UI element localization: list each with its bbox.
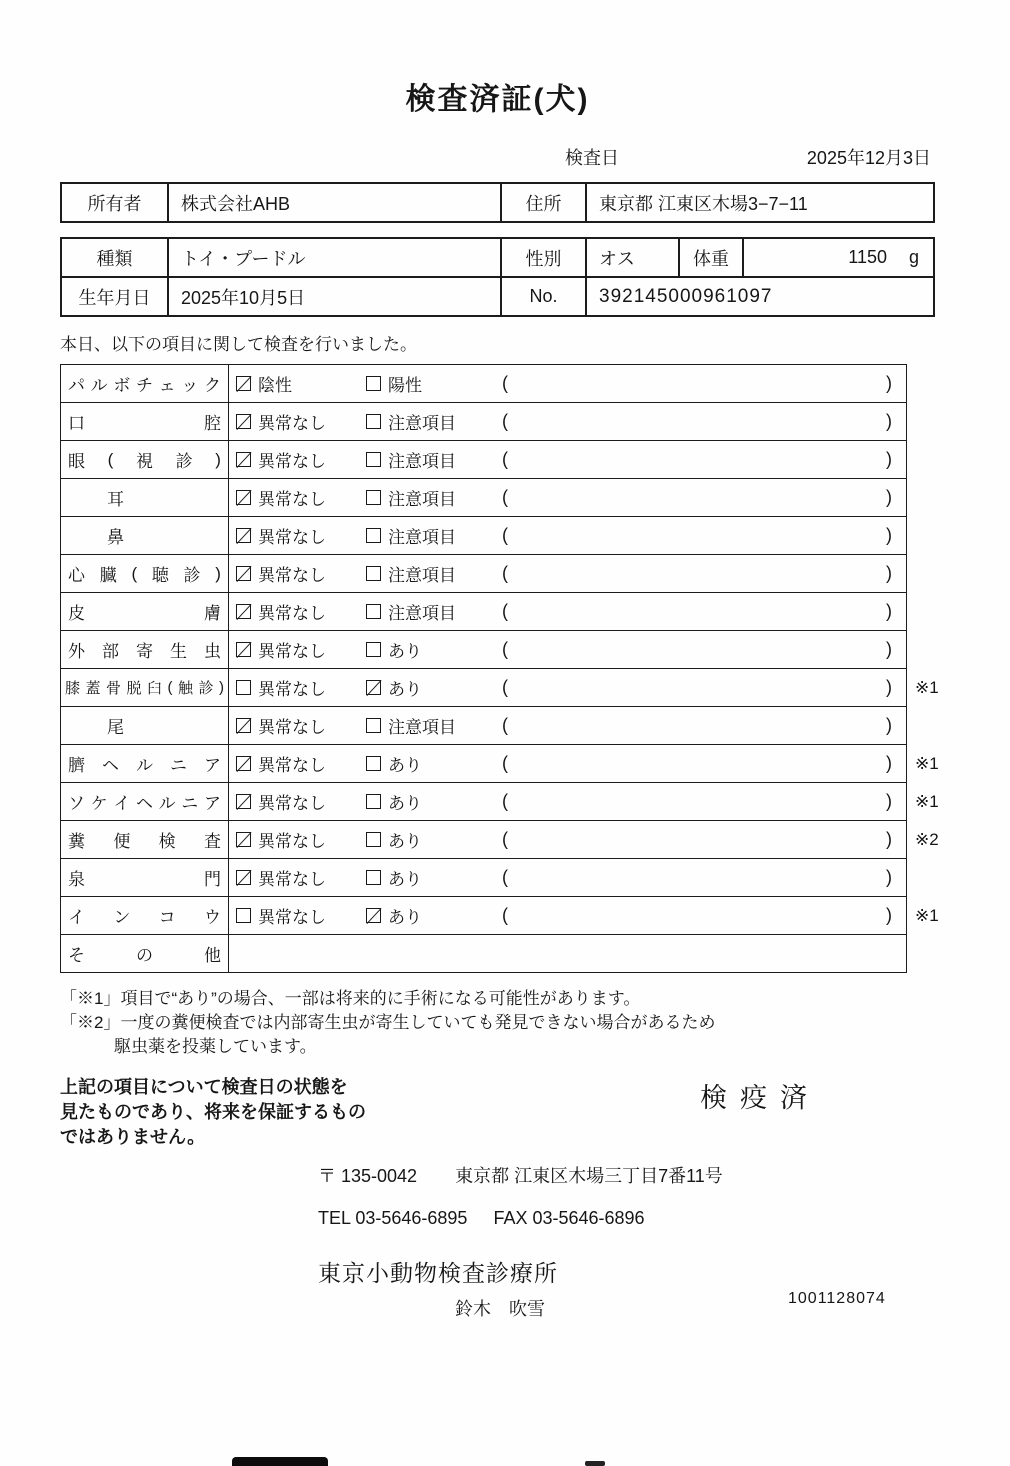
remarks-paren-close: ) <box>886 373 892 393</box>
scan-artifact <box>585 1461 605 1466</box>
inspection-row-nose <box>61 517 906 555</box>
result2-checkbox <box>366 794 381 809</box>
result2-label: あり <box>388 642 422 661</box>
inspection-row-results <box>229 517 906 554</box>
inspection-item-label: 眼 ( 視 診 ) <box>61 441 229 478</box>
result1-checkbox <box>236 490 251 505</box>
footnote-2-cont: 駆虫薬を投薬しています。 <box>114 1037 317 1056</box>
inspection-date-value: 2025年12月3日 <box>806 148 931 168</box>
breed-label: 種類 <box>96 248 133 269</box>
result1-checkbox <box>236 452 251 467</box>
result2-label: あり <box>388 832 422 851</box>
remarks-paren-close: ) <box>886 677 892 697</box>
result2-checkbox <box>366 528 381 543</box>
page-title: 検査済証(犬) <box>405 83 590 116</box>
owner-value: 株式会社AHB <box>167 184 500 221</box>
result1-label: 異常なし <box>258 642 326 661</box>
inspection-item-label: 皮 膚 <box>61 593 229 630</box>
result1-checkbox <box>236 642 251 657</box>
result1-checkbox <box>236 604 251 619</box>
remarks-paren-open: ( <box>502 563 508 583</box>
sex-value: オス <box>585 239 678 276</box>
result1-label: 異常なし <box>258 604 326 623</box>
remarks-paren-open: ( <box>502 601 508 621</box>
inspection-row-results <box>229 821 906 858</box>
result2-checkbox <box>366 870 381 885</box>
clinic-address: 東京都 江東区木場三丁目7番11号 <box>455 1166 723 1186</box>
inspection-date-label: 検査日 <box>565 148 619 168</box>
result1-checkbox <box>236 718 251 733</box>
inspection-row-results <box>229 403 906 440</box>
inspection-row-inguinal-hernia <box>61 783 939 821</box>
result2-label: 注意項目 <box>388 604 456 623</box>
result1-checkbox <box>236 376 251 391</box>
result2-checkbox <box>366 642 381 657</box>
remarks-paren-open: ( <box>502 373 508 393</box>
inspection-row-fecal-exam <box>61 821 939 859</box>
inspection-row-results <box>229 593 906 630</box>
inspection-row-ears <box>61 479 906 517</box>
no-value: 392145000961097 <box>585 278 933 315</box>
result1-checkbox <box>236 566 251 581</box>
owner-table <box>60 182 935 223</box>
intro-text: 本日、以下の項目に関して検査を行いました。 <box>60 335 417 354</box>
inspection-table <box>60 364 939 973</box>
weight-value: 1150 <box>848 247 887 267</box>
owner-row <box>62 184 933 221</box>
result2-label: 陽性 <box>388 376 422 395</box>
result2-checkbox <box>366 718 381 733</box>
inspection-row-results <box>229 935 906 972</box>
result1-label: 異常なし <box>258 452 326 471</box>
inspection-row-skin <box>61 593 906 631</box>
remarks-paren-open: ( <box>502 449 508 469</box>
inspection-item-label: イ ン コ ウ <box>61 897 229 934</box>
remarks-paren-close: ) <box>886 753 892 773</box>
breed-value: トイ・プードル <box>167 239 500 276</box>
inspection-row-results <box>229 631 906 668</box>
result2-label: 注意項目 <box>388 566 456 585</box>
pet-row-2 <box>62 276 933 315</box>
remarks-paren-close: ) <box>886 525 892 545</box>
remarks-paren-open: ( <box>502 753 508 773</box>
remarks-paren-close: ) <box>886 487 892 507</box>
result2-label: あり <box>388 680 422 699</box>
inspection-row-heart <box>61 555 906 593</box>
result1-label: 異常なし <box>258 756 326 775</box>
remarks-paren-close: ) <box>886 601 892 621</box>
result1-checkbox <box>236 870 251 885</box>
result1-checkbox <box>236 908 251 923</box>
inspection-item-label: 尾 <box>61 707 229 744</box>
weight-label: 体重 <box>678 239 742 276</box>
birthdate-label: 生年月日 <box>78 287 151 308</box>
result1-checkbox <box>236 832 251 847</box>
clinic-tel: TEL 03-5646-6895 <box>318 1208 468 1228</box>
inspection-row-results <box>229 783 906 820</box>
inspection-row-results <box>229 745 906 782</box>
inspection-item-label: 口 腔 <box>61 403 229 440</box>
result2-checkbox <box>366 756 381 771</box>
inspection-row-results <box>229 669 906 706</box>
serial-number: 1001128074 <box>788 1290 886 1307</box>
quarantine-passed-stamp: 検疫済 <box>700 1083 820 1113</box>
inspection-item-label: パ ル ボ チ ェ ッ ク <box>61 365 229 402</box>
result1-label: 異常なし <box>258 794 326 813</box>
result1-label: 異常なし <box>258 414 326 433</box>
weight-unit: g <box>908 247 919 267</box>
clinic-name: 東京小動物検査診療所 <box>318 1260 558 1286</box>
remarks-paren-open: ( <box>502 829 508 849</box>
inspection-item-label: 臍 ヘ ル ニ ア <box>61 745 229 782</box>
result2-checkbox <box>366 414 381 429</box>
inspection-row-other <box>61 935 906 973</box>
inspection-row-results <box>229 365 906 402</box>
result1-label: 異常なし <box>258 680 326 699</box>
footnote-ref: ※1 <box>915 753 939 773</box>
certificate-content <box>60 0 939 1321</box>
disclaimer-line-1: 上記の項目について検査日の状態を <box>60 1077 348 1097</box>
inspection-item-label: ソ ケ イ ヘ ル ニ ア <box>61 783 229 820</box>
result2-checkbox <box>366 604 381 619</box>
inspection-row-results <box>229 555 906 592</box>
result2-label: 注意項目 <box>388 452 456 471</box>
footnote-ref: ※1 <box>915 905 939 925</box>
disclaimer <box>60 1075 460 1150</box>
inspection-item-label: 糞 便 検 査 <box>61 821 229 858</box>
inspection-item-label: 耳 <box>61 479 229 516</box>
remarks-paren-open: ( <box>502 487 508 507</box>
inspection-item-label: 膝 蓋 骨 脱 臼 ( 触 診 ) <box>61 669 229 706</box>
remarks-paren-open: ( <box>502 677 508 697</box>
pet-row-1 <box>62 239 933 276</box>
inspection-row-eyes <box>61 441 906 479</box>
remarks-paren-close: ) <box>886 411 892 431</box>
inspection-row-external-parasites <box>61 631 906 669</box>
inspection-item-label: 心 臓 ( 聴 診 ) <box>61 555 229 592</box>
birthdate-value: 2025年10月5日 <box>167 278 500 315</box>
inspection-date-row <box>60 144 935 170</box>
disclaimer-line-3: ではありません。 <box>60 1127 206 1147</box>
inspection-row-tail <box>61 707 906 745</box>
result1-label: 異常なし <box>258 832 326 851</box>
remarks-paren-close: ) <box>886 905 892 925</box>
inspection-row-results <box>229 479 906 516</box>
result2-label: 注意項目 <box>388 490 456 509</box>
inspection-row-results <box>229 859 906 896</box>
result2-label: あり <box>388 756 422 775</box>
owner-address-value: 東京都 江東区木場3−7−11 <box>585 184 933 221</box>
pet-table <box>60 237 935 317</box>
weight-value-cell <box>742 239 933 276</box>
remarks-paren-open: ( <box>502 639 508 659</box>
result2-label: 注意項目 <box>388 528 456 547</box>
inspection-row-cryptorchidism <box>61 897 939 935</box>
result2-checkbox <box>366 908 381 923</box>
remarks-paren-close: ) <box>886 791 892 811</box>
remarks-paren-close: ) <box>886 563 892 583</box>
result2-checkbox <box>366 452 381 467</box>
result2-checkbox <box>366 566 381 581</box>
inspection-row-parvo <box>61 365 906 403</box>
inspection-item-label: 鼻 <box>61 517 229 554</box>
result2-checkbox <box>366 490 381 505</box>
remarks-paren-close: ) <box>886 829 892 849</box>
footnote-ref: ※2 <box>915 829 939 849</box>
result1-checkbox <box>236 414 251 429</box>
clinic-fax: FAX 03-5646-6896 <box>493 1208 645 1228</box>
inspection-row-results <box>229 707 906 744</box>
result1-label: 異常なし <box>258 870 326 889</box>
footnote-1: 「※1」項目で“あり”の場合、一部は将来的に手術になる可能性があります。 <box>60 989 641 1008</box>
result1-label: 異常なし <box>258 718 326 737</box>
no-label: No. <box>500 278 585 315</box>
inspection-item-label: そ の 他 <box>61 935 229 972</box>
sex-label: 性別 <box>500 239 585 276</box>
scan-artifact <box>232 1457 328 1466</box>
remarks-paren-open: ( <box>502 905 508 925</box>
result1-checkbox <box>236 528 251 543</box>
result2-label: あり <box>388 870 422 889</box>
result2-label: 注意項目 <box>388 718 456 737</box>
result2-label: あり <box>388 908 422 927</box>
remarks-paren-open: ( <box>502 411 508 431</box>
inspection-row-results <box>229 897 906 934</box>
result2-checkbox <box>366 680 381 695</box>
clinic-address-line <box>318 1162 935 1188</box>
remarks-paren-close: ) <box>886 639 892 659</box>
remarks-paren-close: ) <box>886 715 892 735</box>
footnotes <box>60 987 935 1059</box>
result2-label: 注意項目 <box>388 414 456 433</box>
clinic-phone-line <box>318 1208 935 1229</box>
remarks-paren-open: ( <box>502 867 508 887</box>
result1-label: 陰性 <box>258 376 292 395</box>
remarks-paren-close: ) <box>886 449 892 469</box>
inspection-row-fontanelle <box>61 859 906 897</box>
remarks-paren-open: ( <box>502 791 508 811</box>
inspection-item-label: 泉 門 <box>61 859 229 896</box>
clinic-postal-code: 〒 135-0042 <box>318 1166 418 1186</box>
inspection-item-label: 外 部 寄 生 虫 <box>61 631 229 668</box>
result1-checkbox <box>236 680 251 695</box>
inspection-row-results <box>229 441 906 478</box>
result2-label: あり <box>388 794 422 813</box>
remarks-paren-close: ) <box>886 867 892 887</box>
result1-checkbox <box>236 756 251 771</box>
owner-address-label: 住所 <box>500 184 585 221</box>
inspection-row-umbilical-hernia <box>61 745 939 783</box>
remarks-paren-open: ( <box>502 525 508 545</box>
veterinarian-name: 鈴木 吹雪 <box>455 1299 545 1319</box>
remarks-paren-open: ( <box>502 715 508 735</box>
inspection-row-patella <box>61 669 939 707</box>
result2-checkbox <box>366 376 381 391</box>
footnote-2: 「※2」一度の糞便検査では内部寄生虫が寄生していても発見できない場合があるため <box>60 1013 716 1032</box>
footnote-ref: ※1 <box>915 791 939 811</box>
result1-label: 異常なし <box>258 908 326 927</box>
footnote-ref: ※1 <box>915 677 939 697</box>
inspection-row-mouth <box>61 403 906 441</box>
result2-checkbox <box>366 832 381 847</box>
disclaimer-line-2: 見たものであり、将来を保証するもの <box>60 1102 366 1122</box>
result1-label: 異常なし <box>258 566 326 585</box>
owner-label: 所有者 <box>87 193 142 214</box>
result1-label: 異常なし <box>258 528 326 547</box>
result1-label: 異常なし <box>258 490 326 509</box>
result1-checkbox <box>236 794 251 809</box>
